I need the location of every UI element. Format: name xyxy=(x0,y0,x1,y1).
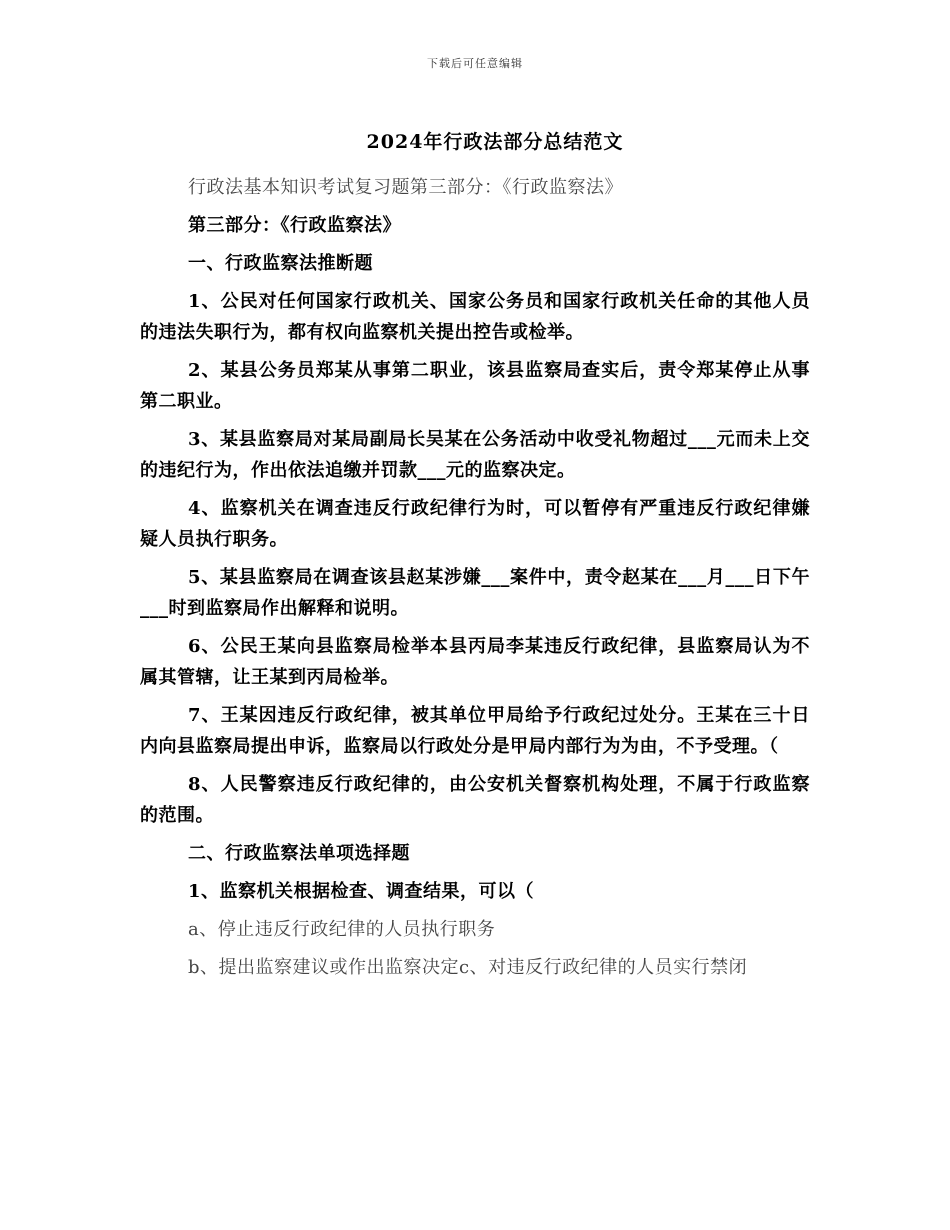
paragraph: 4、监察机关在调查违反行政纪律行为时，可以暂停有严重违反行政纪律嫌疑人员执行职务。 xyxy=(140,498,810,550)
paragraph: 7、王某因违反行政纪律，被其单位甲局给予行政纪过处分。王某在三十日内向县监察局提出申诉，监察局以行政处分是甲局内部行为为由，不予受理。（ xyxy=(140,705,810,757)
paragraph: 第三部分：《行政监察法》 xyxy=(188,215,401,236)
paragraph: a、停止违反行政纪律的人员执行职务 xyxy=(188,919,496,940)
paragraph: 行政法基本知识考试复习题第三部分：《行政监察法》 xyxy=(188,177,623,198)
paragraph: 2、某县公务员郑某从事第二职业，该县监察局查实后，责令郑某停止从事第二职业。 xyxy=(140,360,810,412)
paragraph: 一、行政监察法推断题 xyxy=(188,253,373,274)
paragraph: 1、公民对任何国家行政机关、国家公务员和国家行政机关任命的其他人员的违法失职行为，都有权向监察机关提出控告或检举。 xyxy=(140,291,810,343)
paragraph: 8、人民警察违反行政纪律的，由公安机关督察机构处理，不属于行政监察的范围。 xyxy=(140,774,810,826)
document-title: 2024年行政法部分总结范文 xyxy=(366,131,624,153)
paragraph: 5、某县监察局在调查该县赵某涉嫌___案件中，责令赵某在___月___日下午___时到监察局作出解释和说明。 xyxy=(140,567,810,619)
paragraph: 6、公民王某向县监察局检举本县丙局李某违反行政纪律，县监察局认为不属其管辖，让王某到丙局检举。 xyxy=(140,636,810,688)
paragraph: 3、某县监察局对某局副局长吴某在公务活动中收受礼物超过___元而未上交的违纪行为，作出依法追缴并罚款___元的监察决定。 xyxy=(140,429,810,481)
paragraph: b、提出监察建议或作出监察决定c、对违反行政纪律的人员实行禁闭 xyxy=(188,957,748,978)
header-note: 下载后可任意编辑 xyxy=(427,57,523,70)
paragraph: 二、行政监察法单项选择题 xyxy=(188,843,410,864)
paragraph: 1、监察机关根据检查、调查结果，可以（ xyxy=(188,881,535,902)
document-body xyxy=(140,172,810,990)
